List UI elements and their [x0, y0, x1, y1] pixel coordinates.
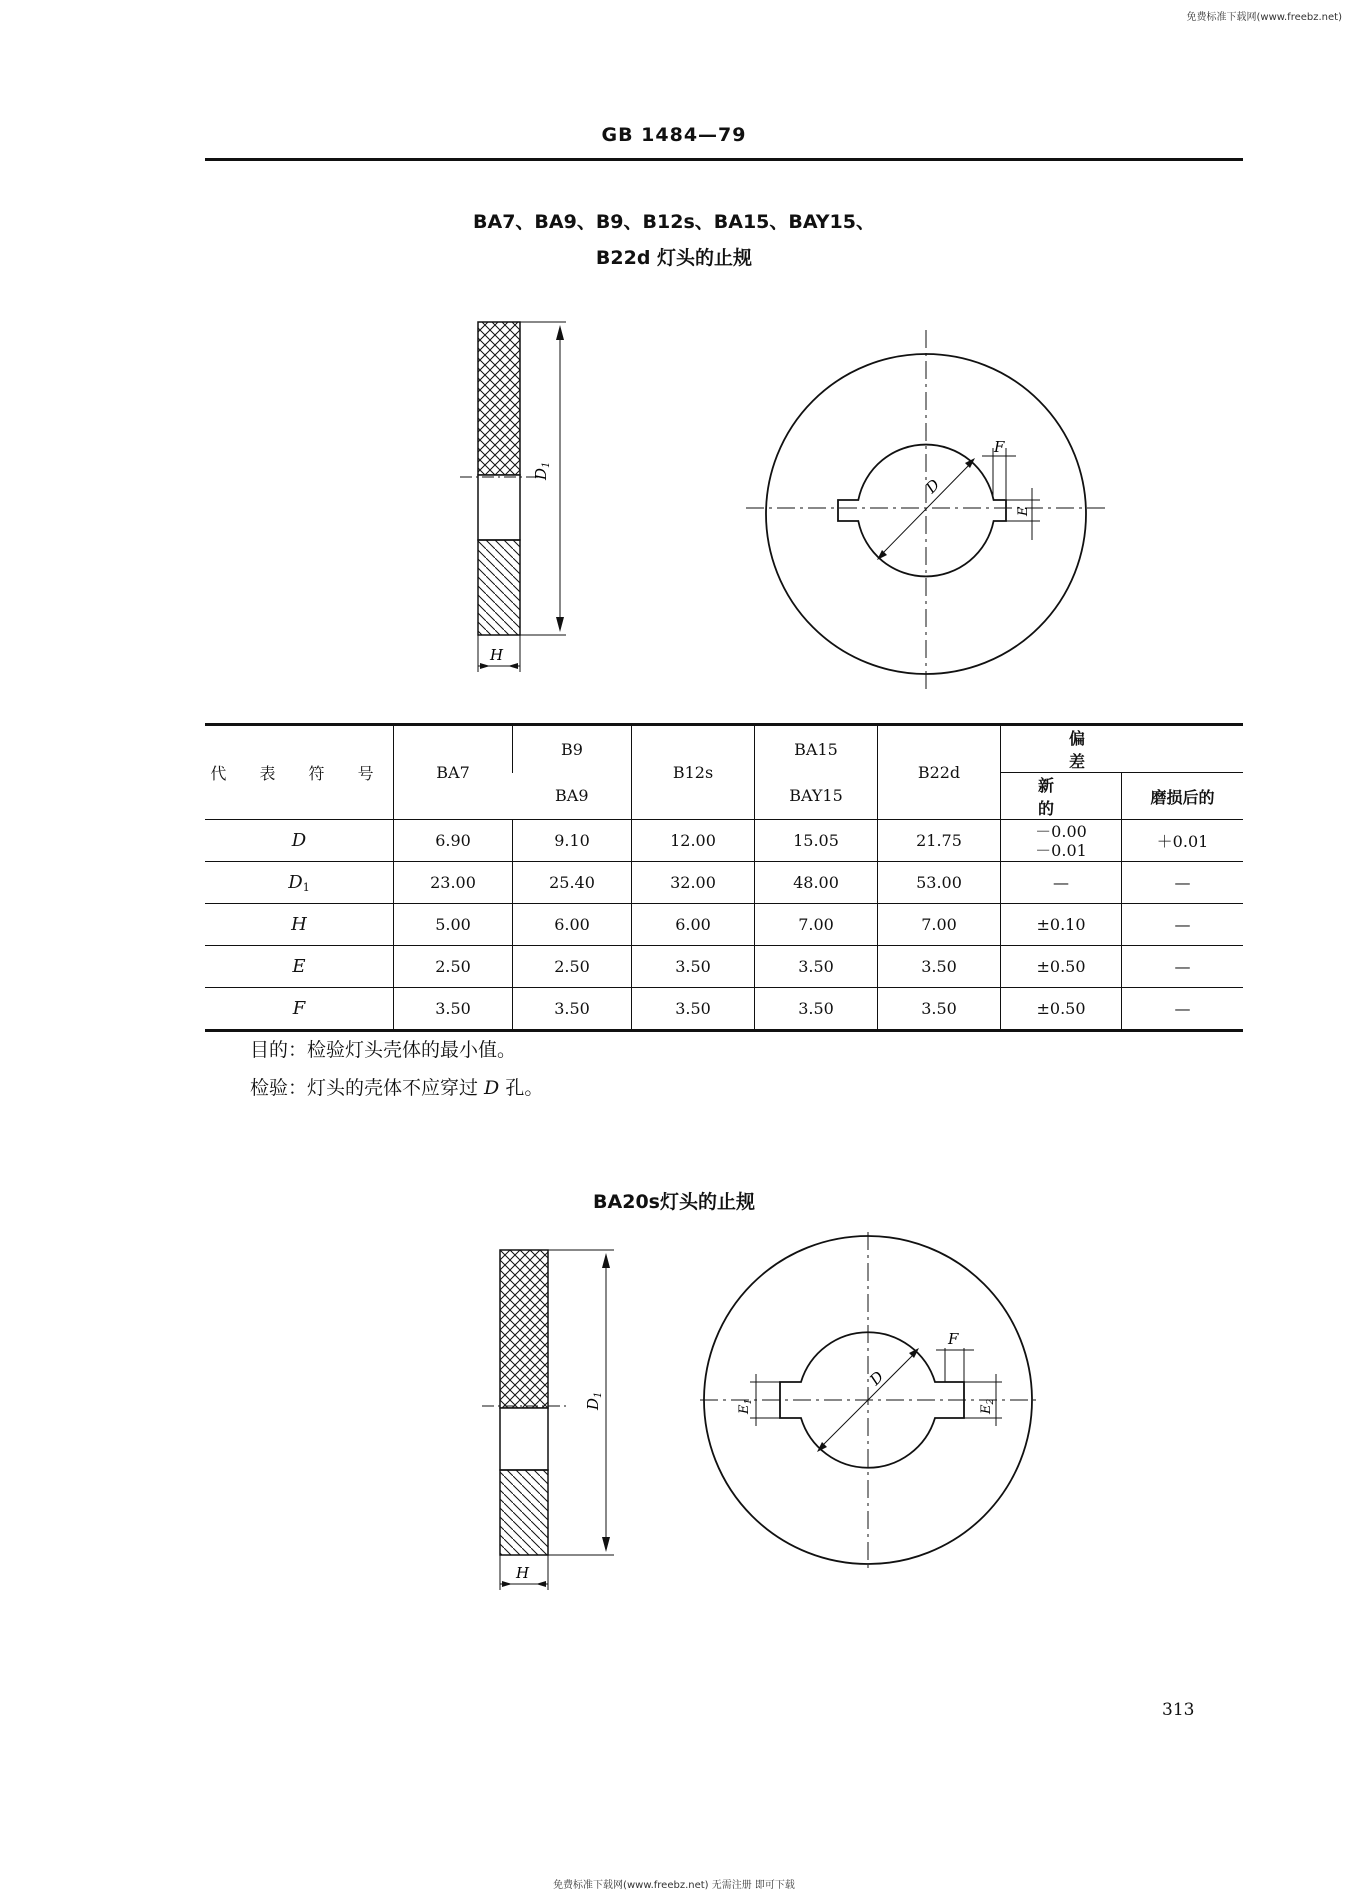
- label-d: D: [922, 475, 944, 497]
- cell: 3.50: [394, 988, 513, 1031]
- cell-tol-worn: —: [1122, 904, 1244, 946]
- section2-title: BA20s灯头的止规: [593, 1191, 755, 1213]
- label-d1: $D_1$: [584, 1391, 604, 1410]
- cell: 6.00: [513, 904, 632, 946]
- cell: 5.00: [394, 904, 513, 946]
- cell-tol-worn: —: [1122, 988, 1244, 1031]
- knurled-grip: [500, 1250, 548, 1408]
- table-row: [205, 988, 1243, 1031]
- cell: 12.00: [632, 820, 755, 862]
- cell: 23.00: [394, 862, 513, 904]
- label-h: H: [516, 1564, 530, 1582]
- cell: 21.75: [878, 820, 1001, 862]
- cell: 3.50: [632, 988, 755, 1031]
- row-symbol: H: [205, 904, 394, 946]
- header-tolerance: 偏 差: [1001, 725, 1244, 773]
- header-bay15: BAY15: [755, 773, 878, 820]
- note-check: 检验：灯头的壳体不应穿过 D 孔。: [250, 1077, 544, 1099]
- label-f: F: [948, 1330, 959, 1348]
- table-row: [205, 904, 1243, 946]
- header-symbol: 代 表 符 号: [205, 725, 394, 820]
- hatched-section: [478, 540, 520, 635]
- table-row: [205, 862, 1243, 904]
- row-symbol: F: [205, 988, 394, 1031]
- header-b9: B9: [513, 725, 632, 773]
- spec-table: [205, 723, 1243, 1032]
- section1-front-view: [746, 330, 1106, 690]
- label-f: F: [994, 438, 1005, 456]
- cell: 7.00: [878, 904, 1001, 946]
- watermark-bottom: 免费标准下载网(www.freebz.net) 无需注册 即可下载: [553, 1880, 795, 1891]
- cell-tol-new: ±0.50: [1001, 946, 1122, 988]
- label-h: H: [490, 646, 504, 664]
- cell: 3.50: [513, 988, 632, 1031]
- label-e: E: [1016, 506, 1031, 516]
- section1-title-line2: B22d 灯头的止规: [595, 247, 753, 269]
- cell: 3.50: [755, 988, 878, 1031]
- section2-side-view: [482, 1250, 614, 1590]
- cell: 15.05: [755, 820, 878, 862]
- cell: 7.00: [755, 904, 878, 946]
- cell: 9.10: [513, 820, 632, 862]
- bore-section: [478, 475, 520, 540]
- row-symbol: E: [205, 946, 394, 988]
- note-purpose: 目的：检验灯头壳体的最小值。: [250, 1039, 517, 1061]
- label-d: D: [866, 1367, 888, 1389]
- page-number: 313: [1162, 1700, 1195, 1720]
- cell: 3.50: [755, 946, 878, 988]
- standard-code: GB 1484—79: [601, 124, 747, 146]
- table-row: [205, 820, 1243, 862]
- cell: 32.00: [632, 862, 755, 904]
- bore-outline: [838, 445, 1006, 577]
- cell-tol-new: ±0.50: [1001, 988, 1122, 1031]
- cell: 53.00: [878, 862, 1001, 904]
- watermark-top: 免费标准下载网(www.freebz.net): [1186, 12, 1342, 23]
- cell: 3.50: [632, 946, 755, 988]
- cell-tol-new: ±0.10: [1001, 904, 1122, 946]
- header-ba9: BA9: [513, 773, 632, 820]
- cell-tol-worn: —: [1122, 862, 1244, 904]
- hatched-section: [500, 1470, 548, 1555]
- knurled-grip: [478, 322, 520, 475]
- section1-title-line1: BA7、BA9、B9、B12s、BA15、BAY15、: [473, 211, 875, 233]
- header-ba15: BA15: [755, 725, 878, 773]
- row-symbol: D: [205, 820, 394, 862]
- header-ba7: BA7: [394, 725, 513, 820]
- cell: 48.00: [755, 862, 878, 904]
- bore-section: [500, 1408, 548, 1470]
- row-symbol: $D_1$: [205, 862, 394, 904]
- label-e1: $E_1$: [737, 1398, 754, 1414]
- label-d1: $D_1$: [532, 461, 552, 480]
- cell-tol-new: －0.00 －0.01: [1001, 820, 1122, 862]
- cell: 25.40: [513, 862, 632, 904]
- header-b12s: B12s: [632, 725, 755, 820]
- section1-side-view: [460, 322, 566, 672]
- cell-tol-worn: —: [1122, 946, 1244, 988]
- cell: 3.50: [878, 946, 1001, 988]
- cell: 2.50: [394, 946, 513, 988]
- header-b22d: B22d: [878, 725, 1001, 820]
- label-e2: $E_2$: [979, 1398, 996, 1414]
- cell: 3.50: [878, 988, 1001, 1031]
- cell-tol-new: —: [1001, 862, 1122, 904]
- cell-tol-worn: ＋0.01: [1122, 820, 1244, 862]
- cell: 2.50: [513, 946, 632, 988]
- header-new: 新 的: [1001, 773, 1122, 820]
- table-row: [205, 946, 1243, 988]
- cell: 6.90: [394, 820, 513, 862]
- header-worn: 磨损后的: [1122, 773, 1244, 820]
- cell: 6.00: [632, 904, 755, 946]
